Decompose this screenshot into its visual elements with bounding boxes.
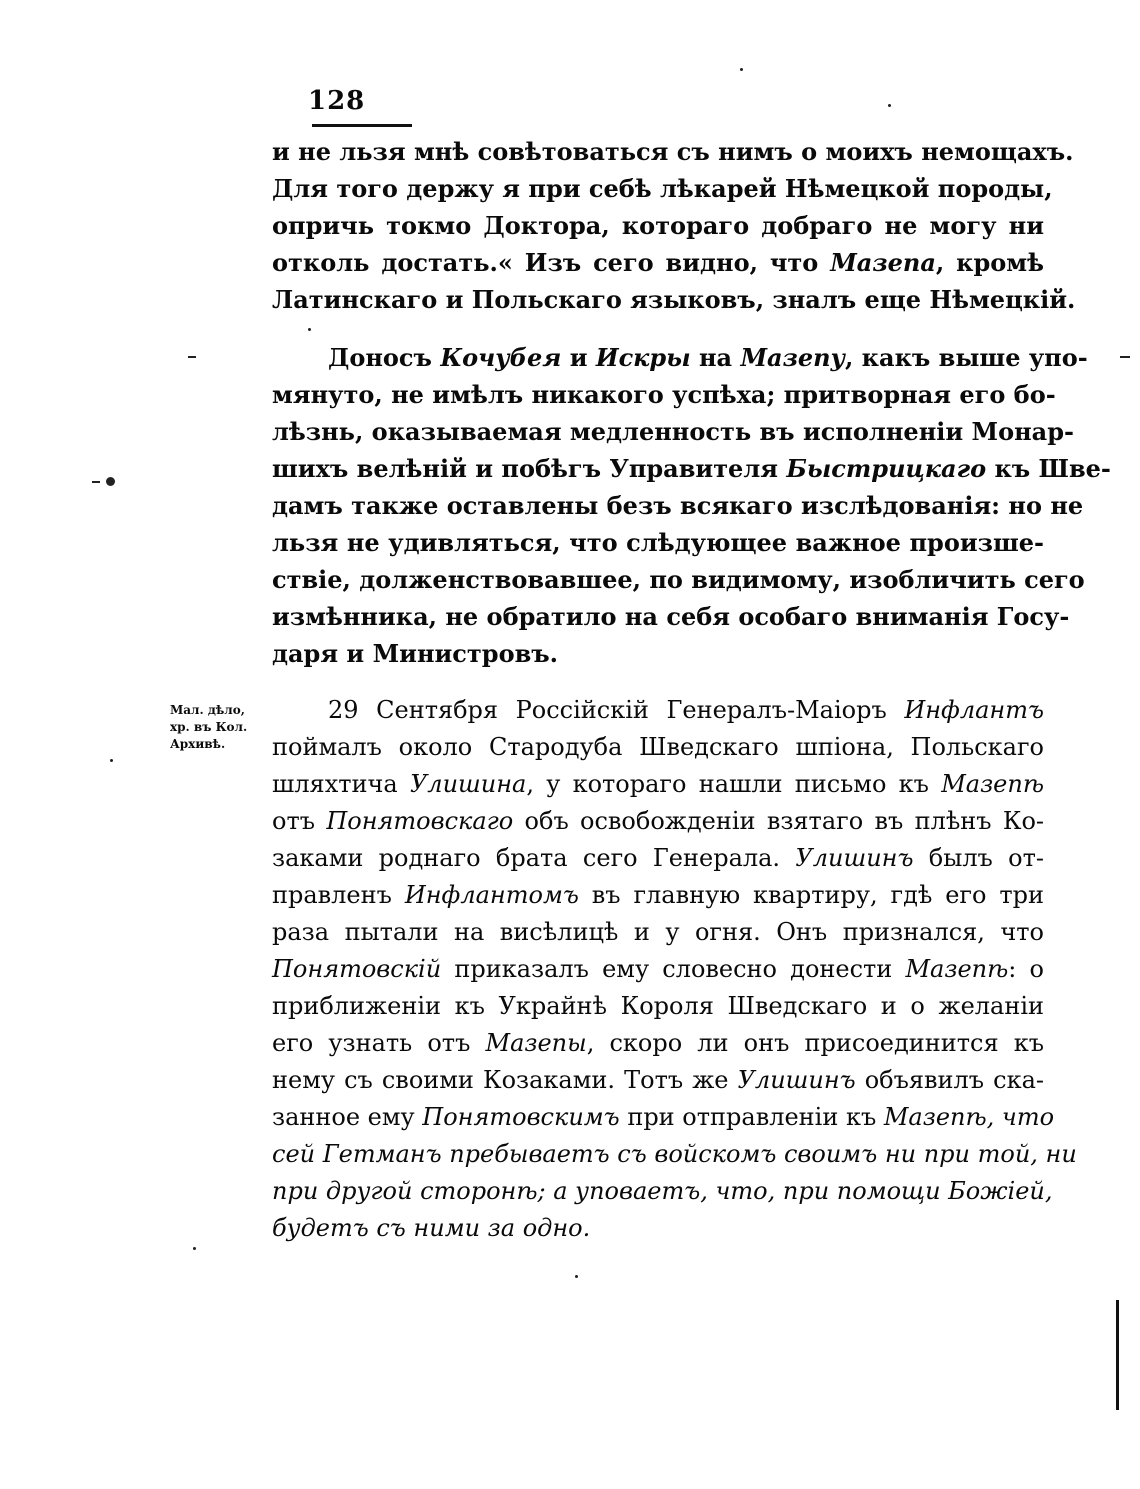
- text-line: [272, 877, 1044, 914]
- text-line: [272, 840, 1044, 877]
- text-run: лѣзнь, оказываемая медленность въ исполненіи Монар-: [272, 417, 1074, 446]
- text-run: и: [561, 343, 596, 372]
- text-run: объ освобожденіи взятаго въ плѣнъ Ко-: [513, 807, 1044, 835]
- scan-speck: [110, 759, 113, 762]
- text-run: поймалъ около Стародуба Шведскаго шпіона, Польскаго: [272, 733, 1044, 761]
- text-run: объявилъ ска-: [855, 1066, 1044, 1094]
- italic-text: Мазепѣ: [905, 955, 1009, 983]
- text-run: мянуто, не имѣлъ никакого успѣха; притворная его бо-: [272, 380, 1056, 409]
- text-line: [272, 598, 1070, 635]
- text-line: [272, 692, 1044, 729]
- italic-text: Инфлантомъ: [404, 881, 579, 909]
- italic-text: Мазепѣ, что: [883, 1103, 1055, 1131]
- text-run: былъ от-: [913, 844, 1044, 872]
- text-run: , кромѣ: [935, 248, 1044, 277]
- text-line: [272, 281, 1076, 318]
- scan-mark: [92, 481, 100, 483]
- italic-text: Быстрицкаго: [786, 454, 987, 483]
- scan-speck: [106, 477, 115, 486]
- text-run: , какъ выше упо-: [844, 343, 1088, 372]
- text-run: шихъ велѣній и побѣгъ Управителя: [272, 454, 787, 483]
- text-run: заками роднаго брата сего Генерала.: [272, 844, 796, 872]
- italic-text: Мазепу: [740, 343, 845, 372]
- text-line: [272, 803, 1044, 840]
- italic-text: Улишинъ: [737, 1066, 856, 1094]
- text-line: [272, 207, 1044, 244]
- text-run: дамъ также оставлены безъ всякаго изслѣдованія: но не: [272, 491, 1084, 520]
- scan-speck: [888, 104, 891, 107]
- text-line: [272, 524, 1044, 561]
- text-line: [272, 988, 1044, 1025]
- italic-text: Инфлантъ: [904, 696, 1044, 724]
- italic-text: Мазепѣ: [941, 770, 1045, 798]
- text-line: [272, 133, 1074, 170]
- text-line: [272, 951, 1044, 988]
- text-run: шляхтича: [272, 770, 410, 798]
- text-line: [272, 1025, 1044, 1062]
- text-run: нему съ своими Козаками. Тотъ же: [272, 1066, 738, 1094]
- margin-note-line: Архивѣ.: [170, 737, 226, 751]
- text-run: отъ: [272, 807, 327, 835]
- margin-note-line: Мал. дѣло,: [170, 703, 245, 717]
- text-run: 29 Сентября Россійскій Генералъ-Маіоръ: [328, 696, 905, 724]
- text-line: [272, 244, 1044, 281]
- text-run: правленъ: [272, 881, 405, 909]
- text-run: въ главную квартиру, гдѣ его три: [578, 881, 1044, 909]
- text-run: его узнать отъ: [272, 1029, 486, 1057]
- italic-text: Кочубея: [440, 343, 562, 372]
- text-line: [272, 1099, 1055, 1136]
- text-line: [272, 1173, 1053, 1210]
- text-run: при отправленіи къ: [619, 1103, 884, 1131]
- text-run: ствіе, долженствовавшее, по видимому, изобличить сего: [272, 565, 1085, 594]
- paragraph-3: [272, 692, 1077, 1247]
- italic-text: Понятовскій: [272, 955, 442, 983]
- text-run: приближеніи къ Украйнѣ Короля Шведскаго и о желаніи: [272, 992, 1044, 1020]
- scan-speck: [193, 1247, 196, 1250]
- text-run: къ Шве-: [986, 454, 1111, 483]
- header-rule: [312, 124, 412, 127]
- page-number: 128: [308, 86, 366, 116]
- text-run: Латинскаго и Польскаго языковъ, зналъ еще Нѣмецкій.: [272, 285, 1076, 314]
- italic-text: Искры: [595, 343, 691, 372]
- text-line: [272, 1062, 1044, 1099]
- italic-text: Улишинъ: [795, 844, 914, 872]
- text-line: [272, 766, 1044, 803]
- scan-edge-line: [1116, 1300, 1119, 1410]
- italic-text: будетъ съ ними за одно.: [272, 1214, 591, 1242]
- text-line: [272, 450, 1111, 487]
- italic-text: Мазепа: [830, 248, 936, 277]
- text-line: [272, 487, 1084, 524]
- text-run: опричь токмо Доктора, котораго добраго не могу ни: [272, 211, 1044, 240]
- scan-mark: [188, 356, 196, 358]
- text-run: , скоро ли онъ присоединится къ: [586, 1029, 1045, 1057]
- paragraph-2: [272, 339, 1111, 672]
- text-run: льзя не удивляться, что слѣдующее важное произше-: [272, 528, 1044, 557]
- text-run: даря и Министровъ.: [272, 639, 559, 668]
- text-run: Для того держу я при себѣ лѣкарей Нѣмецкой породы,: [272, 174, 1053, 203]
- text-run: раза пытали на висѣлицѣ и у огня. Онъ признался, что: [272, 918, 1044, 946]
- paragraph-1: [272, 133, 1076, 318]
- italic-text: Мазепы: [485, 1029, 587, 1057]
- margin-note: [170, 702, 270, 753]
- text-line: [272, 729, 1044, 766]
- italic-text: Понятовскимъ: [422, 1103, 620, 1131]
- text-line: [272, 914, 1044, 951]
- text-run: на: [690, 343, 741, 372]
- text-run: Доносъ: [328, 343, 441, 372]
- text-run: приказалъ ему словесно донести: [441, 955, 906, 983]
- text-run: и не льзя мнѣ совѣтоваться съ нимъ о моихъ немощахъ.: [272, 137, 1074, 166]
- scan-mark: [1120, 356, 1130, 358]
- margin-note-line: хр. въ Кол.: [170, 720, 248, 734]
- scan-speck: [740, 68, 743, 71]
- text-line: [272, 413, 1074, 450]
- text-line: [272, 376, 1056, 413]
- text-line: [272, 1210, 1044, 1247]
- scan-speck: [575, 1275, 578, 1278]
- text-line: [272, 1136, 1077, 1173]
- text-run: , у котораго нашли письмо къ: [526, 770, 942, 798]
- text-line: [272, 635, 1044, 672]
- italic-text: при другой сторонѣ; а уповаетъ, что, при помощи Божіей,: [272, 1177, 1053, 1205]
- italic-text: Улишина: [409, 770, 527, 798]
- text-line: [272, 561, 1085, 598]
- text-run: : о: [1008, 955, 1045, 983]
- italic-text: сей Гетманъ пребываетъ съ войскомъ своимъ ни при той, ни: [272, 1140, 1077, 1168]
- text-line: [272, 170, 1053, 207]
- text-run: измѣнника, не обратило на себя особаго вниманія Госу-: [272, 602, 1070, 631]
- text-run: занное ему: [272, 1103, 423, 1131]
- italic-text: Понятовскаго: [326, 807, 514, 835]
- text-line: [272, 339, 1088, 376]
- scan-speck: [308, 328, 311, 331]
- text-run: отколь достать.« Изъ сего видно, что: [272, 248, 831, 277]
